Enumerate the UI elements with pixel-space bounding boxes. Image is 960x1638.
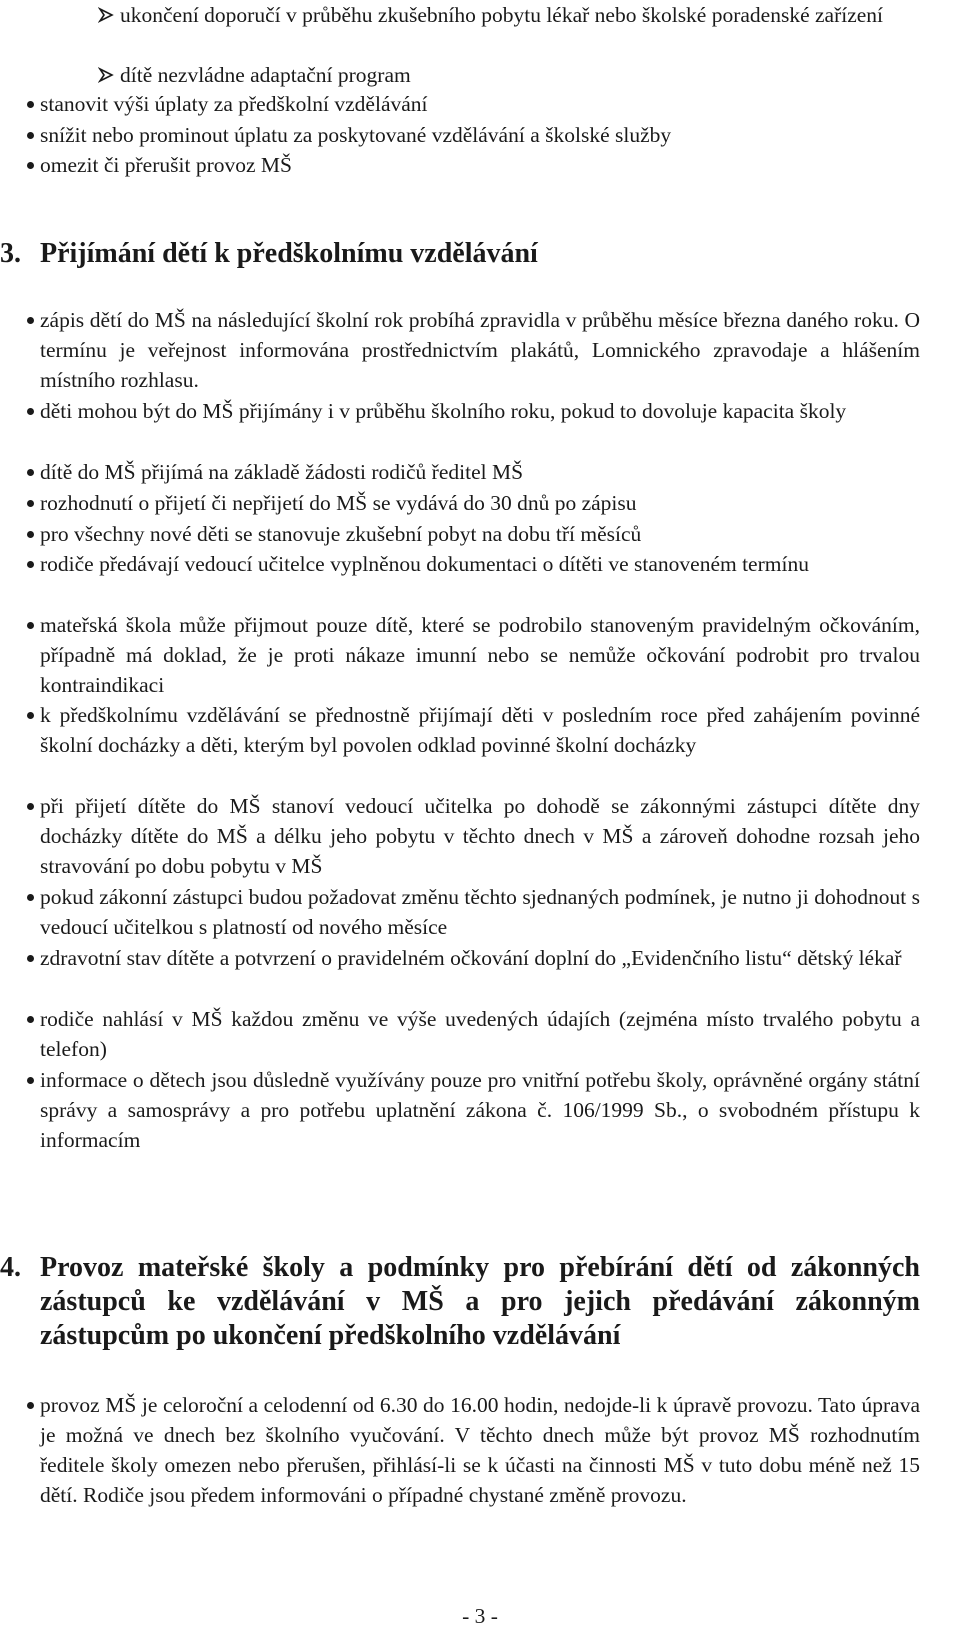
- bullet-icon: [20, 1065, 40, 1095]
- list-item-text: pokud zákonní zástupci budou požadovat změnu těchto sjednaných podmínek, je nutno ji dohodnout s vedoucí učitelkou s platností od nového měsíce: [40, 885, 920, 939]
- list-item: [20, 488, 920, 518]
- list-item: [20, 120, 920, 150]
- list-item: [20, 396, 920, 426]
- list-item-text: k předškolnímu vzdělávání se přednostně přijímají děti v posledním roce před zahájením povinné školní docházky a děti, kterým byl povolen odklad povinné školní docházky: [40, 703, 920, 757]
- list-item-text: dítě do MŠ přijímá na základě žádosti rodičů ředitel MŠ: [40, 460, 524, 484]
- bullet-icon: [20, 488, 40, 518]
- arrow-bullet-icon: [96, 0, 116, 30]
- section-number: 3.: [0, 238, 21, 269]
- list-item-text: rozhodnutí o přijetí či nepřijetí do MŠ se vydává do 30 dnů po zápisu: [40, 491, 637, 515]
- list-item-text: rodiče nahlásí v MŠ každou změnu ve výše uvedených údajích (zejména místo trvalého pobytu a telefon): [40, 1007, 920, 1061]
- arrow-list-item-text: ukončení doporučí v průběhu zkušebního pobytu lékař nebo školské poradenské zařízení: [120, 3, 884, 27]
- list-item: [20, 882, 920, 942]
- bullet-icon: [20, 150, 40, 180]
- bullet-icon: [20, 1004, 40, 1034]
- list-item: [20, 943, 920, 973]
- list-item-text: provoz MŠ je celoroční a celodenní od 6.30 do 16.00 hodin, nedojde-li k úpravě provozu. Tato úprava je možná ve dnech bez školního vyučování. V těchto dnech může být provoz MŠ rozhodnutím ředitele školy omezen nebo přerušen, přihlásí-li se k účasti na činnosti MŠ v tuto dobu méně než 15 dětí. Rodiče jsou předem informováni o případné chystané změně provozu.: [40, 1393, 920, 1507]
- bullet-icon: [20, 457, 40, 487]
- list-item-text: děti mohou být do MŠ přijímány i v průběhu školního roku, pokud to dovoluje kapacita školy: [40, 399, 847, 423]
- list-item-text: mateřská škola může přijmout pouze dítě, které se podrobilo stanoveným pravidelným očkováním, případně má doklad, že je proti nákaze imunní nebo se nemůže očkování podrobit pro trvalou kontraindikaci: [40, 613, 920, 697]
- bullet-icon: [20, 700, 40, 730]
- list-item-text: zdravotní stav dítěte a potvrzení o pravidelném očkování doplní do „Evidenčního listu“ dětský lékař: [40, 946, 902, 970]
- bullet-icon: [20, 396, 40, 426]
- list-item-text: informace o dětech jsou důsledně využívány pouze pro vnitřní potřebu školy, oprávněné orgány státní správy a samosprávy a pro potřebu uplatnění zákona č. 106/1999 Sb., o svobodném přístupu k informacím: [40, 1068, 920, 1152]
- arrow-bullet-icon: [96, 60, 116, 90]
- list-item: [20, 519, 920, 549]
- bullet-icon: [20, 610, 40, 640]
- list-item: [20, 150, 920, 180]
- bullet-icon: [20, 1390, 40, 1420]
- list-item-text: pro všechny nové děti se stanovuje zkušební pobyt na dobu tří měsíců: [40, 522, 642, 546]
- section-title: Provoz mateřské školy a podmínky pro přebírání dětí od zákonných zástupců ke vzdělávání v MŠ a pro jejich předávání zákonným zástupcům po ukončení předškolního vzdělávání: [40, 1252, 920, 1351]
- section-4-heading: [0, 1251, 920, 1353]
- bullet-icon: [20, 549, 40, 579]
- bullet-icon: [20, 305, 40, 335]
- bullet-icon: [20, 519, 40, 549]
- list-item: [20, 610, 920, 700]
- list-item-text: rodiče předávají vedoucí učitelce vyplněnou dokumentaci o dítěti ve stanoveném termínu: [40, 552, 809, 576]
- list-item: [20, 791, 920, 881]
- list-item-text: zápis dětí do MŠ na následující školní rok probíhá zpravidla v průběhu měsíce března daného roku. O termínu je veřejnost informována prostřednictvím plakátů, Lomnického zpravodaje a hlášením místního rozhlasu.: [40, 308, 920, 392]
- arrow-list-item: [96, 0, 920, 30]
- list-item-text: snížit nebo prominout úplatu za poskytované vzdělávání a školské služby: [40, 123, 672, 147]
- list-item: [20, 1390, 920, 1510]
- list-item: [20, 1065, 920, 1155]
- bullet-icon: [20, 882, 40, 912]
- list-item-text: stanovit výši úplaty za předškolní vzdělávání: [40, 92, 428, 116]
- arrow-list-item: [96, 60, 920, 90]
- list-item-text: při přijetí dítěte do MŠ stanoví vedoucí učitelka po dohodě se zákonnými zástupci dítěte dny docházky dítěte do MŠ a délku jeho pobytu v těchto dnech v MŠ a zároveň dohodne rozsah jeho stravování po dobu pobytu v MŠ: [40, 794, 920, 878]
- section-3-heading: [0, 237, 920, 271]
- list-item-text: omezit či přerušit provoz MŠ: [40, 153, 292, 177]
- section-number: 4.: [0, 1252, 21, 1283]
- arrow-list-item-text: dítě nezvládne adaptační program: [120, 63, 411, 87]
- bullet-icon: [20, 791, 40, 821]
- list-item: [20, 700, 920, 760]
- page-number: - 3 -: [462, 1604, 498, 1628]
- list-item: [20, 1004, 920, 1064]
- bullet-icon: [20, 89, 40, 119]
- bullet-icon: [20, 943, 40, 973]
- list-item: [20, 305, 920, 395]
- bullet-icon: [20, 120, 40, 150]
- section-title: Přijímání dětí k předškolnímu vzdělávání: [40, 238, 538, 269]
- list-item: [20, 549, 920, 579]
- list-item: [20, 457, 920, 487]
- list-item: [20, 89, 920, 119]
